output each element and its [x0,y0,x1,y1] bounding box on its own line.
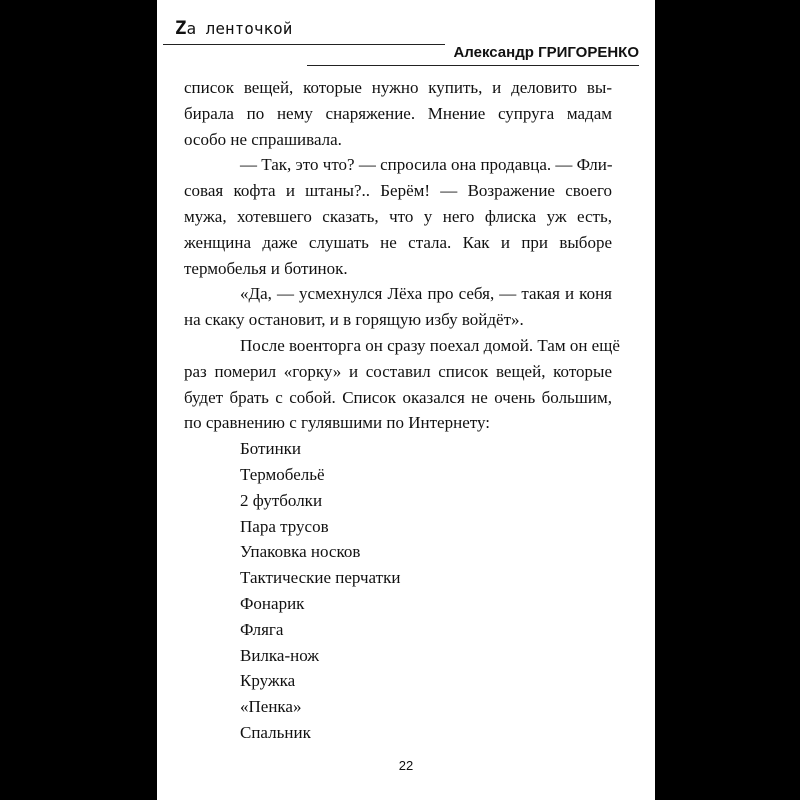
text-line: мужа, хотевшего сказать, что у него флиска уж есть, [184,206,612,226]
list-item: Спальник [240,722,311,742]
page-number: 22 [398,758,414,773]
list-item: Вилка-нож [240,645,320,665]
book-title-rest: а ленточкой [186,19,293,38]
text-line: список вещей, которые нужно купить, и деловито вы- [184,78,612,97]
header-rule-bottom [307,65,639,66]
list-item: Кружка [240,671,296,691]
list-item: Фонарик [240,593,305,613]
text-line: на скаку остановит, и в горящую избу войдёт». [184,310,524,330]
text-line: — Так, это что? — спросила она продавца. — Фли- [240,155,613,175]
text-line: женщина даже слушать не стала. Как и при выборе [184,232,612,252]
packing-list [184,436,612,746]
text-line: «Да, — усмехнулся Лёха про себя, — такая и коня [240,284,612,304]
list-item: Термобельё [240,464,325,484]
body-text [184,75,620,746]
list-item: Пара трусов [240,516,329,536]
list-item: Фляга [240,619,284,639]
text-line: по сравнению с гулявшими по Интернету: [184,413,490,433]
text-line: особо не спрашивала. [184,129,342,149]
list-item: Упаковка носков [240,542,361,562]
list-item: Ботинки [240,439,302,459]
text-line: совая кофта и штаны?.. Берём! — Возражение своего [184,181,612,201]
right-margin-bar [655,0,800,800]
text-line: будет брать с собой. Список оказался не очень большим, [184,387,612,407]
text-line: термобелья и ботинок. [184,258,348,278]
running-author: Александр ГРИГОРЕНКО [445,42,639,64]
text-line: После военторга он сразу поехал домой. Там он ещё [240,335,620,355]
running-book-title [175,18,292,39]
list-item: Тактические перчатки [240,568,401,588]
list-item: 2 футболки [240,490,323,510]
list-item: «Пенка» [240,697,302,717]
book-page [157,0,655,800]
left-margin-bar [0,0,157,800]
text-line: бирала по нему снаряжение. Мнение супруга мадам [184,103,612,123]
book-title-initial: Z [175,17,187,39]
text-line: раз померил «горку» и составил список вещей, которые [184,361,612,381]
